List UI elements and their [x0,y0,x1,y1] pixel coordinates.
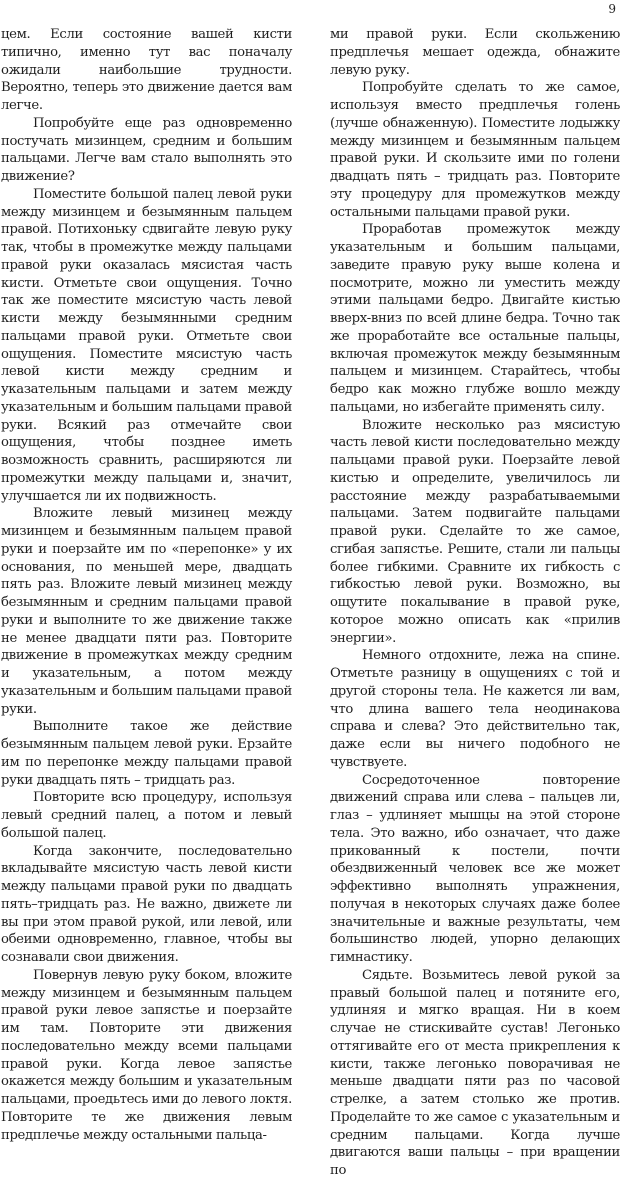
paragraph: Повторите всю процедуру, используя левый средний палец, а потом и левый большой палец. [1,790,292,841]
left-column [1,26,292,1144]
paragraph: Повернув левую руку боком, вложите между мизинцем и безымянным пальцем правой руки левое запястье и поерзайте им там. Повторите эти движения последовательно между всеми пальцами правой руки. Когда левое запястье окажется между большим и указательным пальцами, проедьтесь ими до левого локтя. Повторите те же движения левым предплечье между остальными пальца- [1,967,292,1143]
paragraph: Попробуйте сделать то же самое, используя вместо предплечья голень (лучше обнаженную). Поместите лодыжку между мизинцем и безымянным пальцем правой руки. И скользите ими по голени двадцать пять – тридцать раз. Повторите эту процедуру для промежутков между остальными пальцами правой руки. [330,80,620,220]
paragraph: Сядьте. Возьмитесь левой рукой за правый большой палец и потяните его, удлиняя и мягко вращая. Ни в коем случае не стискивайте сустав! Легонько оттягивайте его от места прикрепления к кисти, также легонько поворачивая не меньше двадцати пяти раз по часовой стрелке, а затем столько же против. Проделайте то же самое с указательным и средним пальцами. Когда лучше двигаются ваши пальцы – при вращении по [330,967,620,1178]
paragraph: Сосредоточенное повторение движений справа или слева – пальцев ли, глаз – удлиняет мышцы на этой стороне тела. Это важно, ибо означает, что даже прикованный к постели, почти обездвиженный человек все же может эффективно выполнять упражнения, получая в некоторых случаях даже более значительные и важные результаты, чем большинство людей, упорно делающих гимнастику. [330,772,620,965]
paragraph: Когда закончите, последовательно вкладывайте мясистую часть левой кисти между пальцами правой руки по двадцать пять–тридцать раз. Не важно, движете ли вы при этом правой рукой, или левой, или обеими одновременно, главное, чтобы вы сознавали свои движения. [1,843,292,965]
paragraph: Выполните такое же действие безымянным пальцем левой руки. Ерзайте им по перепонке между пальцами правой руки двадцать пять – тридцать раз. [1,719,292,788]
paragraph: Поместите большой палец левой руки между мизинцем и безымянным пальцем правой. Потихоньку сдвигайте левую руку так, чтобы в промежутке между пальцами правой руки оказалась мясистая часть кисти. Отметьте свои ощущения. Точно так же поместите мясистую часть левой кисти между безымянными средним пальцами правой руки. Отметьте свои ощущения. Поместите мясистую часть левой кисти между средним и указательным пальцами и затем между указательным и большим пальцами правой руки. Всякий раз отмечайте свои ощущения, чтобы позднее иметь возможность сравнить, расширяются ли промежутки между пальцами и, значит, улучшается ли их подвижность. [1,186,292,504]
right-column [330,26,620,1180]
paragraph: Немного отдохните, лежа на спине. Отметьте разницу в ощущениях с той и другой стороны тела. Не кажется ли вам, что длина вашего тела неодинакова справа и слева? Это действительно так, даже если вы ничего подобного не чувствуете. [330,648,620,770]
paragraph: Попробуйте еще раз одновременно постучать мизинцем, средним и большим пальцами. Легче вам стало выполнять это движение? [1,115,292,184]
paragraph: Вложите левый мизинец между мизинцем и безымянным пальцем правой руки и поерзайте им по «перепонке» у их основания, по меньшей мере, двадцать пять раз. Вложите левый мизинец между безымянным и средним пальцами правой руки и выполните то же движение также не менее двадцати пяти раз. Повторите движение в промежутках между средним и указательным, а потом между указательным и большим пальцами правой руки. [1,506,292,717]
paragraph: цем. Если состояние вашей кисти типично, именно тут вас поначалу ожидали наибольшие трудности. Вероятно, теперь это движение дается вам легче. [1,27,292,113]
paragraph: ми правой руки. Если скольжению предплечья мешает одежда, обнажите левую руку. [330,27,620,78]
paragraph: Вложите несколько раз мясистую часть левой кисти последовательно между пальцами правой руки. Поерзайте левой кистью и определите, увеличилось ли расстояние между разрабатываемыми пальцами. Затем подвигайте пальцами правой руки. Сделайте то же самое, сгибая запястье. Решите, стали ли пальцы более гибкими. Сравните их гибкость с гибкостью левой руки. Возможно, вы ощутите покалывание в правой руке, которое можно описать как «прилив энергии». [330,417,620,646]
page-number: 9 [608,2,616,16]
paragraph: Проработав промежуток между указательным и большим пальцами, заведите правую руку выше колена и посмотрите, можно ли уместить между этими пальцами бедро. Двигайте кистью вверх-вниз по всей длине бедра. Точно так же проработайте все остальные пальцы, включая промежуток между безымянным пальцем и мизинцем. Старайтесь, чтобы бедро как можно глубже вошло между пальцами, но избегайте применять силу. [330,222,620,415]
